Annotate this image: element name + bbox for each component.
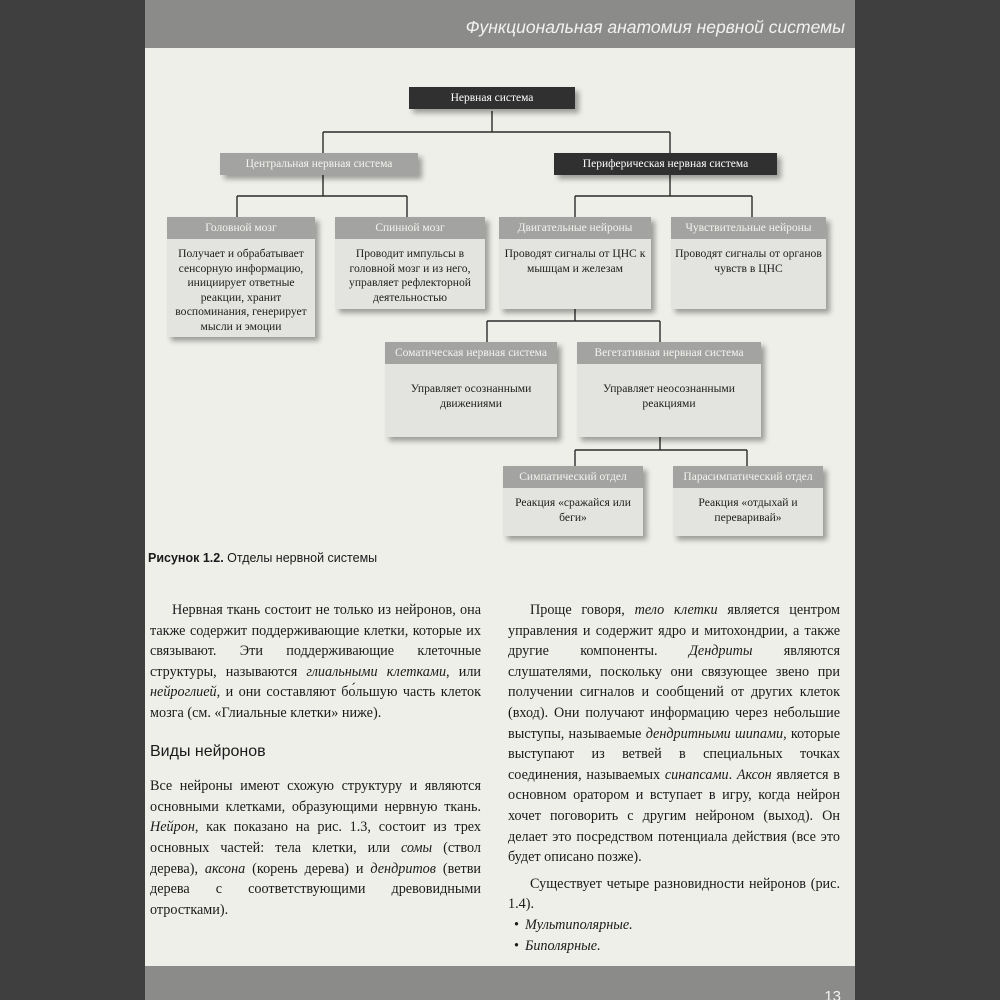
node-pns: Периферическая нервная система [554, 153, 777, 175]
caption-label: Рисунок 1.2. [148, 551, 224, 565]
paragraph: Нервная ткань состоит не только из нейронов, она также содержит поддерживающие клетки, которые их связывают. Эти поддерживающие клеточные структуры, называются глиальными клетками, или нейроглией, и они составляют бо́льшую часть клеток мозга (см. «Глиальные клетки» ниже). [150, 602, 482, 721]
node-sensory-neurons: Чувствительные нейроны Проводят сигналы от органов чувств в ЦНС [671, 217, 826, 309]
node-somatic-system: Соматическая нервная система Управляет осознанными движениями [385, 342, 557, 437]
right-column [508, 600, 840, 956]
node-nervous-system: Нервная система [409, 87, 575, 109]
neuron-types-list [508, 915, 840, 956]
figure-caption [148, 551, 377, 565]
nervous-system-diagram [145, 0, 855, 560]
node-autonomic-system: Вегетативная нервная система Управляет неосознанными реакциями [577, 342, 761, 437]
paragraph: Все нейроны имеют схожую структуру и являются основными клетками, образующими нервную ткань. Нейрон, как показано на рис. 1.3, состоит из трех основных частей: тела клетки, или сомы (ствол дерева), аксона (корень дерева) и дендритов (ветви дерева с соответствующими древовидными отростками). [150, 778, 481, 918]
node-sympathetic-division: Симпатический отдел Реакция «сражайся или беги» [503, 466, 643, 536]
book-page [145, 0, 855, 1000]
paragraph: Проще говоря, тело клетки является центром управления и содержит ядро и митохондрии, а также другие компоненты. Дендриты являются слушателями, поскольку они связующее звено при получении сигналов и сообщений от других клеток (вход). Они получают информацию через небольшие выступы, называемые дендритными шипами, которые выступают из ветвей в специальных точках соединения, называемых синапсами. Аксон является в основном оратором и вступает в игру, когда нейрон хочет поговорить с другим нейроном (выход). Он делает это посредством потенциала действия (все это будет описано позже). [508, 602, 841, 866]
node-motor-neurons: Двигательные нейроны Проводят сигналы от ЦНС к мышцам и железам [499, 217, 651, 309]
page-number: 13 [824, 988, 841, 1000]
node-spinal-cord: Спинной мозг Проводит импульсы в головной мозг и из него, управляет рефлекторной деятельностью [335, 217, 485, 309]
node-parasympathetic-division: Парасимпатический отдел Реакция «отдыхай и переваривай» [673, 466, 823, 536]
list-item: • Биполярные. [514, 937, 601, 954]
running-header: Функциональная анатомия нервной системы [465, 17, 845, 37]
section-heading: Виды нейронов [150, 742, 266, 760]
left-column [150, 600, 481, 920]
caption-text: Отделы нервной системы [223, 551, 378, 565]
list-item: • Мультиполярные. [514, 916, 633, 933]
node-cns: Центральная нервная система [220, 153, 418, 175]
node-brain: Головной мозг Получает и обрабатывает сенсорную информацию, инициирует ответные реакции, хранит воспоминания, генерирует мысли и эмоции [167, 217, 315, 337]
footer-band [145, 966, 855, 1000]
paragraph: Существует четыре разновидности нейронов (рис. 1.4). [508, 875, 840, 913]
